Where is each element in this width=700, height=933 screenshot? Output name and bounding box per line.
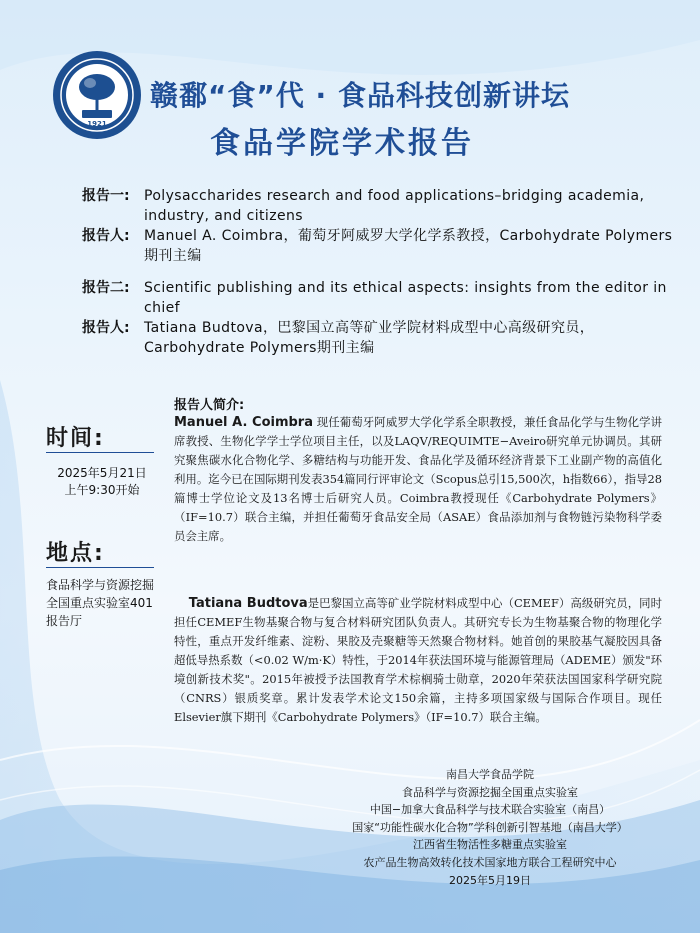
- place-heading: 地点:: [46, 541, 105, 566]
- speaker-2-info: Tatiana Budtova，巴黎国立高等矿业学院材料成型中心高级研究员，Carbohydrate Polymers期刊主编: [144, 320, 595, 356]
- organizer-4: 国家“功能性碳水化合物”学科创新引智基地（南昌大学）: [352, 820, 628, 834]
- talk-1-label: 报告一:: [82, 188, 130, 204]
- bios-heading: 报告人简介:: [174, 398, 245, 413]
- issue-date: 2025年5月19日: [449, 873, 531, 887]
- logo-year: 1921: [87, 120, 107, 128]
- bio-1-text: 现任葡萄牙阿威罗大学化学系全职教授，兼任食品化学与生物化学讲席教授、生物化学学士学位项目主任，以及LAQV/REQUIMTE−Aveiro研究单元协调员。其研究聚焦碳水化合物化学、多糖结构与功能开发、食品化学及循环经济背景下工业副产物的高值化利用。迄今已在国际期刊发表354篇同行评审论文（Scopus总引15,500次，h指数66），指导28篇博士学位论文及13名博士后研究人员。Coimbra教授现任《Carbohydrate Polymers》（IF=10.7）联合主编，并担任葡萄牙食品安全局（ASAE）食品添加剂与食物链污染物科学委员会主席。: [174, 415, 663, 543]
- talk-1-title-row: [82, 186, 682, 226]
- time-heading: 时间:: [46, 426, 105, 451]
- talk-1-speaker-row: [82, 226, 682, 266]
- university-logo: [52, 50, 142, 140]
- bio-budtova: [174, 594, 662, 727]
- speaker-1-info: Manuel A. Coimbra，葡萄牙阿威罗大学化学系教授，Carbohydrate Polymers 期刊主编: [144, 228, 673, 264]
- bio-coimbra: [174, 413, 662, 546]
- place-divider: [46, 567, 154, 568]
- organizer-2: 食品科学与资源挖掘全国重点实验室: [402, 785, 578, 799]
- speaker-1-label: 报告人:: [82, 228, 130, 244]
- organizers-footer: [290, 766, 690, 889]
- speaker-2-label: 报告人:: [82, 320, 130, 336]
- organizer-3: 中国−加拿大食品科学与技术联合实验室（南昌）: [369, 803, 611, 817]
- title-line-1: 赣鄱“食”代 · 食品科技创新讲坛: [150, 79, 570, 112]
- bio-2-text: 是巴黎国立高等矿业学院材料成型中心（CEMEF）高级研究员，同时担任CEMEF生物基聚合物与复合材料研究团队负责人。其研究专长为生物基聚合物的物理化学特性，重点开发纤维素、淀粉、果胶及壳聚糖等天然聚合物材料。她首创的果胶基气凝胶因具备超低导热系数（<0.02 W/m·K）特性，于2014年获法国环境与能源管理局（ADEME）颁发"环境创新技术奖"。2015年被授予法国教育学术棕榈骑士勋章，2020年荣获法国国家科学研究院（CNRS）银质奖章。累计发表学术论文150余篇，主持多项国家级与国际合作项目。现任Elsevier旗下期刊《Carbohydrate Polymers》（IF=10.7）联合主编。: [174, 596, 662, 724]
- organizer-1: 南昌大学食品学院: [446, 768, 534, 781]
- time-value: [50, 465, 154, 499]
- talk-1-title: Polysaccharides research and food applications–bridging academia, industry, and citizens: [144, 188, 645, 224]
- talk-2-title: Scientific publishing and its ethical aspects: insights from the editor in chief: [144, 280, 667, 316]
- talks-list: [82, 186, 682, 358]
- bio-1-name: Manuel A. Coimbra: [174, 415, 313, 430]
- talk-2-title-row: [82, 278, 682, 318]
- time-divider: [46, 452, 154, 453]
- event-clock: 上午9:30开始: [64, 483, 140, 497]
- bio-2-name: Tatiana Budtova: [188, 596, 308, 611]
- title-line-2: 食品学院学术报告: [210, 126, 474, 161]
- talk-2-speaker-row: [82, 318, 682, 358]
- place-value: 食品科学与资源挖掘全国重点实验室401报告厅: [46, 578, 155, 628]
- organizer-5: 江西省生物活性多糖重点实验室: [413, 838, 567, 852]
- event-date: 2025年5月21日: [57, 466, 147, 480]
- talk-2-label: 报告二:: [82, 280, 130, 296]
- organizer-6: 农产品生物高效转化技术国家地方联合工程研究中心: [363, 855, 617, 869]
